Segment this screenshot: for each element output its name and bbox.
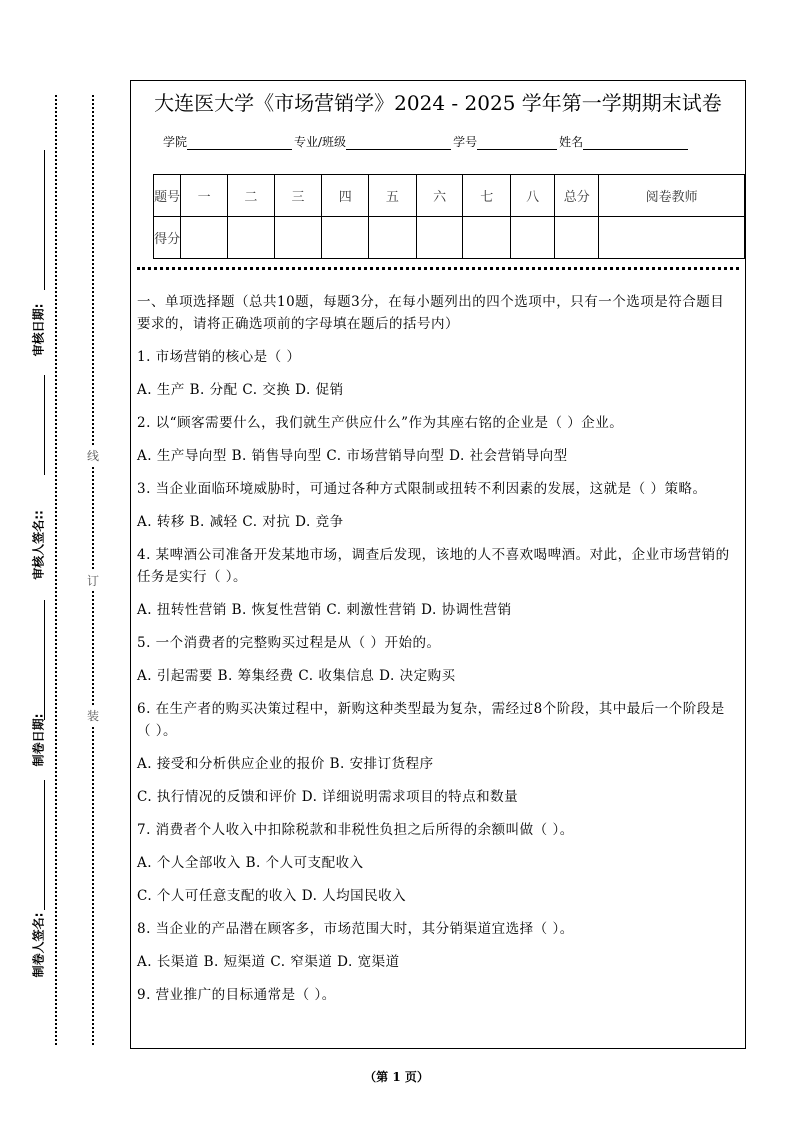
score-cell[interactable] xyxy=(555,217,599,259)
score-cell[interactable] xyxy=(181,217,228,259)
options: A. 个人全部收入 B. 个人可支配收入 xyxy=(137,855,364,871)
exam-frame xyxy=(130,80,746,1049)
score-cell[interactable] xyxy=(369,217,417,259)
options: A. 生产 B. 分配 C. 交换 D. 促销 xyxy=(137,382,344,398)
student-info xyxy=(163,133,690,150)
question: 9. 营业推广的目标通常是（ ）。 xyxy=(137,987,336,1003)
score-cell[interactable] xyxy=(511,217,555,259)
major-label: 专业/班级 xyxy=(294,135,347,149)
name-label: 姓名 xyxy=(559,135,584,149)
name-field[interactable] xyxy=(583,137,688,150)
score-cell[interactable] xyxy=(322,217,369,259)
options: C. 执行情况的反馈和评价 D. 详细说明需求项目的特点和数量 xyxy=(137,789,519,805)
col-header: 一 xyxy=(181,175,228,217)
col-header: 三 xyxy=(274,175,322,217)
reviewer-sign-line xyxy=(44,375,45,475)
question: 6. 在生产者的购买决策过程中，新购这种类型最为复杂，需经过8个阶段，其中最后一个阶段是（ ）。 xyxy=(137,701,725,739)
page-title: 大连医大学《市场营销学》2024 - 2025 学年第一学期期末试卷 xyxy=(154,91,722,115)
dotted-separator xyxy=(137,267,739,270)
col-header: 四 xyxy=(322,175,369,217)
options: A. 接受和分析供应企业的报价 B. 安排订货程序 xyxy=(137,756,434,772)
questions xyxy=(137,291,737,1017)
col-header: 八 xyxy=(511,175,555,217)
reviewer-sign-line2 xyxy=(44,600,45,720)
major-field[interactable] xyxy=(346,137,451,150)
score-cell[interactable] xyxy=(463,217,511,259)
score-cell[interactable] xyxy=(416,217,463,259)
section-heading: 一、单项选择题（总共10题，每题3分，在每小题列出的四个选项中，只有一个选项是符合题目要求的，请将正确选项前的字母填在题后的括号内） xyxy=(137,294,725,332)
row-label: 题号 xyxy=(154,175,181,217)
col-header: 总分 xyxy=(555,175,599,217)
score-table xyxy=(153,174,745,259)
options: A. 引起需要 B. 筹集经费 C. 收集信息 D. 决定购买 xyxy=(137,668,456,684)
question: 7. 消费者个人收入中扣除税款和非税性负担之后所得的余额叫做（ ）。 xyxy=(137,822,574,838)
col-header: 五 xyxy=(369,175,417,217)
row-label: 得分 xyxy=(154,217,181,259)
maker-sign-label: 制卷人签名: xyxy=(31,912,46,978)
bind-label-order: 订 xyxy=(87,570,99,591)
question: 5. 一个消费者的完整购买过程是从（ ）开始的。 xyxy=(137,635,441,651)
reviewer-sign-label: 审核人签名:: xyxy=(31,510,46,580)
question: 4. 某啤酒公司准备开发某地市场，调查后发现，该地的人不喜欢喝啤酒。对此，企业市场营销的任务是实行（ ）。 xyxy=(137,547,730,585)
col-header: 阅卷教师 xyxy=(599,175,745,217)
options: C. 个人可任意支配的收入 D. 人均国民收入 xyxy=(137,888,407,904)
score-cell[interactable] xyxy=(228,217,275,259)
options: A. 长渠道 B. 短渠道 C. 窄渠道 D. 宽渠道 xyxy=(137,954,400,970)
score-cell[interactable] xyxy=(599,217,745,259)
review-date-line xyxy=(44,150,45,290)
make-date-line xyxy=(44,780,45,910)
student-id-field[interactable] xyxy=(477,137,557,150)
student-id-label: 学号 xyxy=(453,135,478,149)
page-number: （第 1 页） xyxy=(364,1070,429,1084)
score-cell[interactable] xyxy=(274,217,322,259)
question: 8. 当企业的产品潜在顾客多，市场范围大时，其分销渠道宜选择（ ）。 xyxy=(137,921,574,937)
col-header: 二 xyxy=(228,175,275,217)
bind-label-line: 线 xyxy=(87,445,99,466)
make-date-label: 制卷日期: xyxy=(31,713,46,767)
college-field[interactable] xyxy=(187,137,292,150)
options: A. 扭转性营销 B. 恢复性营销 C. 刺激性营销 D. 协调性营销 xyxy=(137,602,512,618)
col-header: 六 xyxy=(416,175,463,217)
question: 1. 市场营销的核心是（ ） xyxy=(137,349,301,365)
college-label: 学院 xyxy=(163,135,188,149)
options: A. 生产导向型 B. 销售导向型 C. 市场营销导向型 D. 社会营销导向型 xyxy=(137,448,568,464)
binding-dotted-line xyxy=(55,95,57,1045)
options: A. 转移 B. 减轻 C. 对抗 D. 竞争 xyxy=(137,514,344,530)
review-date-label: 审核日期: xyxy=(31,303,46,357)
bind-label-install: 装 xyxy=(87,705,99,726)
question: 3. 当企业面临环境威胁时，可通过各种方式限制或扭转不利因素的发展，这就是（ ）策略。 xyxy=(137,481,707,497)
question: 2. 以“顾客需要什么，我们就生产供应什么”作为其座右铭的企业是（ ）企业。 xyxy=(137,415,624,431)
col-header: 七 xyxy=(463,175,511,217)
